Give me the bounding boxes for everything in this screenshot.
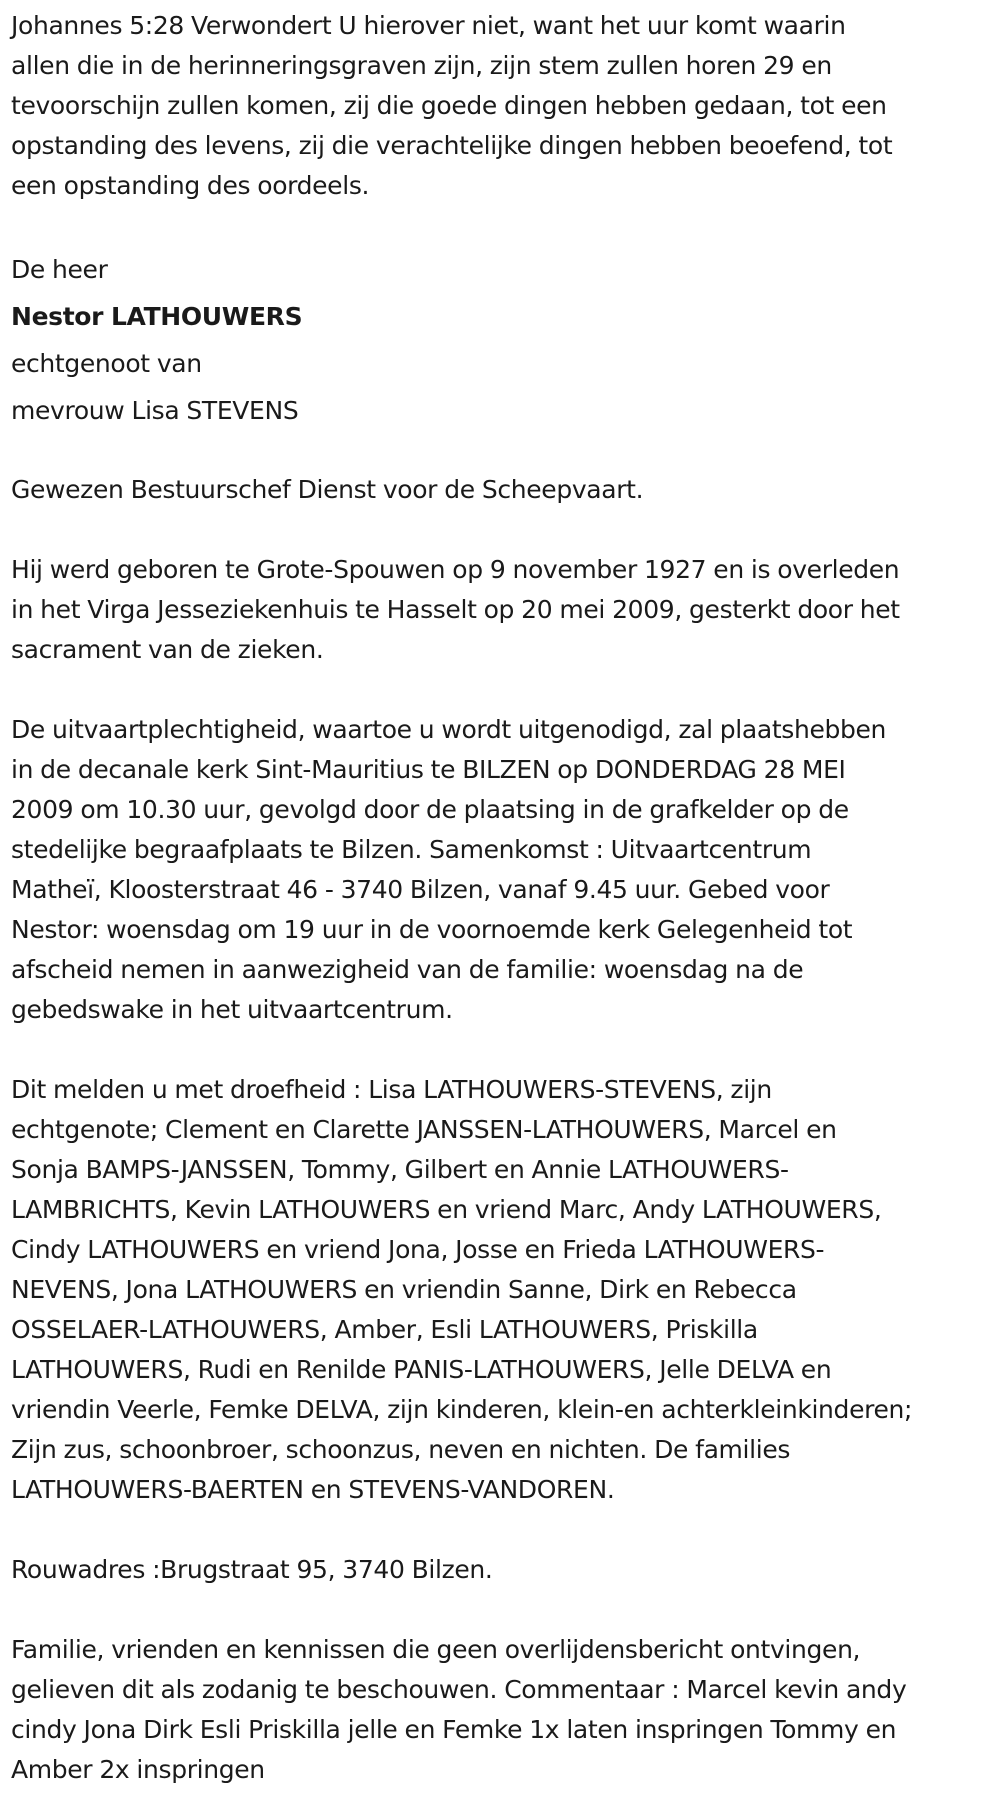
- text-line: tevoorschijn zullen komen, zij die goede dingen hebben gedaan, tot een: [11, 91, 887, 120]
- text-line: Gewezen Bestuurschef Dienst voor de Scheepvaart.: [11, 475, 644, 504]
- occupation-paragraph: [11, 470, 996, 510]
- family-paragraph: [11, 1070, 996, 1510]
- text-line: afscheid nemen in aanwezigheid van de familie: woensdag na de: [11, 955, 804, 984]
- deceased-name-block: [11, 246, 996, 434]
- obituary-document: [11, 6, 996, 1790]
- text-line: LATHOUWERS, Rudi en Renilde PANIS-LATHOUWERS, Jelle DELVA en: [11, 1355, 832, 1384]
- text-line: Cindy LATHOUWERS en vriend Jona, Josse en Frieda LATHOUWERS-: [11, 1235, 825, 1264]
- deceased-name: Nestor LATHOUWERS: [11, 302, 303, 331]
- text-line: Zijn zus, schoonbroer, schoonzus, neven en nichten. De families: [11, 1435, 791, 1464]
- bible-verse-paragraph: [11, 6, 996, 206]
- relation-label: echtgenoot van: [11, 349, 202, 378]
- text-line: Hij werd geboren te Grote-Spouwen op 9 november 1927 en is overleden: [11, 555, 900, 584]
- text-line: OSSELAER-LATHOUWERS, Amber, Esli LATHOUWERS, Priskilla: [11, 1315, 758, 1344]
- spouse-name: mevrouw Lisa STEVENS: [11, 396, 299, 425]
- text-line: De uitvaartplechtigheid, waartoe u wordt uitgenodigd, zal plaatshebben: [11, 715, 887, 744]
- text-line: stedelijke begraafplaats te Bilzen. Samenkomst : Uitvaartcentrum: [11, 835, 812, 864]
- text-line: LAMBRICHTS, Kevin LATHOUWERS en vriend Marc, Andy LATHOUWERS,: [11, 1195, 882, 1224]
- text-line: Amber 2x inspringen: [11, 1755, 265, 1784]
- text-line: allen die in de herinneringsgraven zijn, zijn stem zullen horen 29 en: [11, 51, 832, 80]
- text-line: cindy Jona Dirk Esli Priskilla jelle en Femke 1x laten inspringen Tommy en: [11, 1715, 897, 1744]
- text-line: een opstanding des oordeels.: [11, 171, 370, 200]
- text-line: Johannes 5:28 Verwondert U hierover niet, want het uur komt waarin: [11, 11, 846, 40]
- closing-paragraph: [11, 1630, 996, 1790]
- text-line: sacrament van de zieken.: [11, 635, 324, 664]
- text-line: NEVENS, Jona LATHOUWERS en vriendin Sanne, Dirk en Rebecca: [11, 1275, 797, 1304]
- text-line: Nestor: woensdag om 19 uur in de voornoemde kerk Gelegenheid tot: [11, 915, 853, 944]
- text-line: LATHOUWERS-BAERTEN en STEVENS-VANDOREN.: [11, 1475, 615, 1504]
- mourning-address-paragraph: [11, 1550, 996, 1590]
- text-line: Sonja BAMPS-JANSSEN, Tommy, Gilbert en Annie LATHOUWERS-: [11, 1155, 789, 1184]
- text-line: in het Virga Jesseziekenhuis te Hasselt op 20 mei 2009, gesterkt door het: [11, 595, 900, 624]
- ceremony-paragraph: [11, 710, 996, 1030]
- text-line: Dit melden u met droefheid : Lisa LATHOUWERS-STEVENS, zijn: [11, 1075, 772, 1104]
- salutation: De heer: [11, 255, 108, 284]
- text-line: gelieven dit als zodanig te beschouwen. Commentaar : Marcel kevin andy: [11, 1675, 907, 1704]
- text-line: opstanding des levens, zij die verachtelijke dingen hebben beoefend, tot: [11, 131, 893, 160]
- text-line: Matheï, Kloosterstraat 46 - 3740 Bilzen, vanaf 9.45 uur. Gebed voor: [11, 875, 830, 904]
- text-line: Rouwadres :Brugstraat 95, 3740 Bilzen.: [11, 1555, 493, 1584]
- text-line: in de decanale kerk Sint-Mauritius te BILZEN op DONDERDAG 28 MEI: [11, 755, 846, 784]
- birth-death-paragraph: [11, 550, 996, 670]
- text-line: gebedswake in het uitvaartcentrum.: [11, 995, 453, 1024]
- text-line: echtgenote; Clement en Clarette JANSSEN-LATHOUWERS, Marcel en: [11, 1115, 837, 1144]
- text-line: vriendin Veerle, Femke DELVA, zijn kinderen, klein-en achterkleinkinderen;: [11, 1395, 913, 1424]
- text-line: Familie, vrienden en kennissen die geen overlijdensbericht ontvingen,: [11, 1635, 861, 1664]
- text-line: 2009 om 10.30 uur, gevolgd door de plaatsing in de grafkelder op de: [11, 795, 849, 824]
